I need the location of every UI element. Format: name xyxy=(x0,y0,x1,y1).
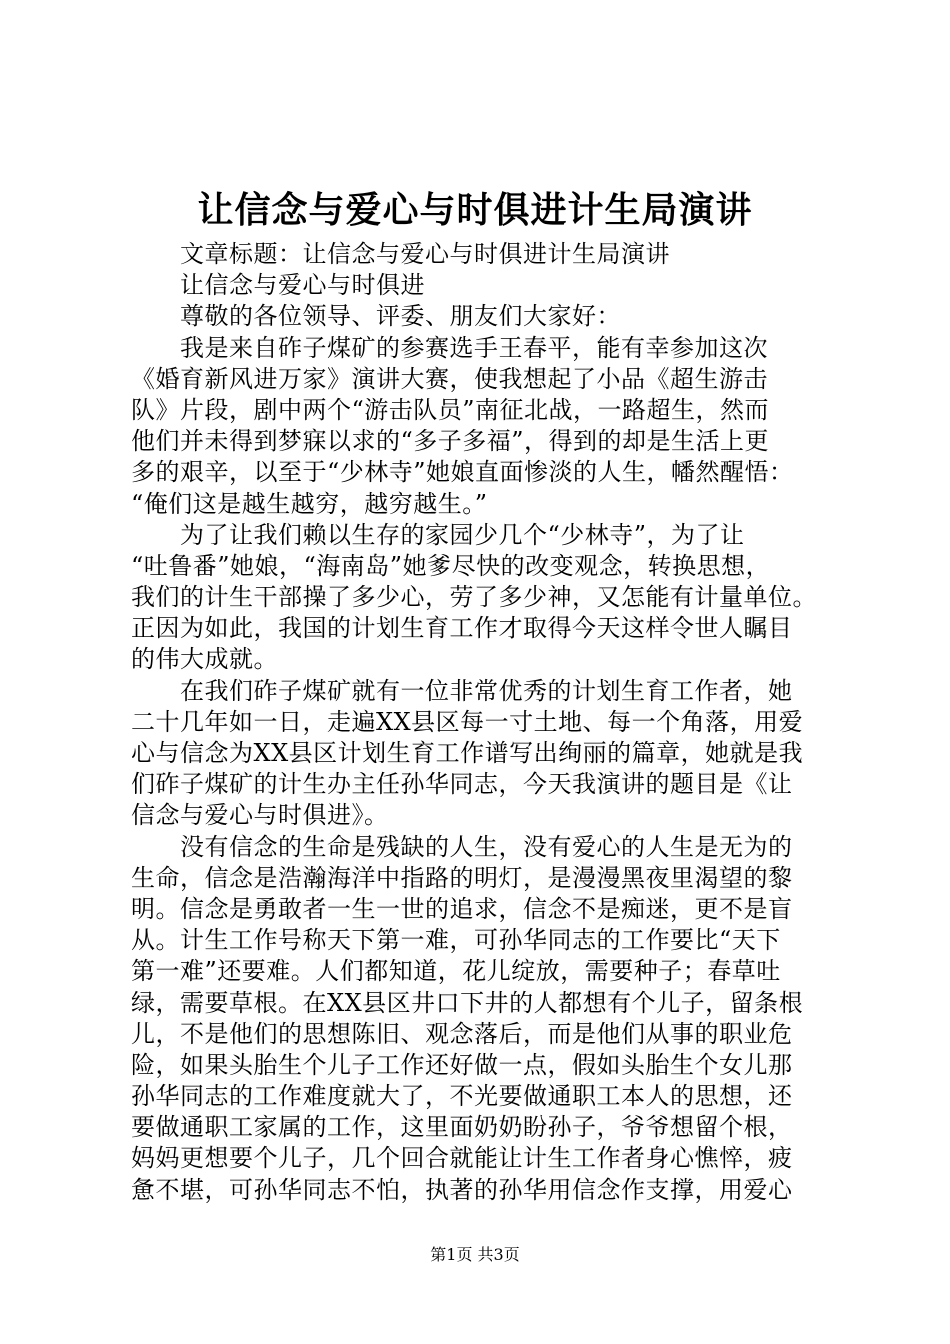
body-text-line: “吐鲁番”她娘，“海南岛”她爹尽快的改变观念，转换思想， xyxy=(131,551,771,580)
body-text-line: 惫不堪，可孙华同志不怕，执著的孙华用信念作支撑，用爱心 xyxy=(131,1175,793,1204)
body-text-line: 他们并未得到梦寐以求的“多子多福”，得到的却是生活上更 xyxy=(131,427,770,456)
body-text-line: 孙华同志的工作难度就大了，不光要做通职工本人的思想，还 xyxy=(131,1082,793,1111)
body-text-line: 正因为如此，我国的计划生育工作才取得今天这样令世人瞩目 xyxy=(131,614,793,643)
body-text-line: 没有信念的生命是残缺的人生，没有爱心的人生是无为的 xyxy=(131,832,793,861)
body-text-line: 的伟大成就。 xyxy=(131,645,278,674)
body-text-line: 险，如果头胎生个儿子工作还好做一点，假如头胎生个女儿那 xyxy=(131,1050,793,1079)
body-text-line: 明。信念是勇敢者一生一世的追求，信念不是痴迷，更不是盲 xyxy=(131,894,793,923)
body-text-line: 生命，信念是浩瀚海洋中指路的明灯，是漫漫黑夜里渴望的黎 xyxy=(131,863,793,892)
body-text-line: 队》片段，剧中两个“游击队员”南征北战，一路超生，然而 xyxy=(131,395,770,424)
body-text-line: 信念与爱心与时俱进》。 xyxy=(131,801,389,830)
body-text-line: 第一难”还要难。人们都知道，花儿绽放，需要种子；春草吐 xyxy=(131,957,781,986)
body-text-line: “俺们这是越生越穷，越穷越生。” xyxy=(131,489,488,518)
body-text-line: 二十几年如一日，走遍XX县区每一寸土地、每一个角落，用爱 xyxy=(131,707,804,736)
body-text-line: 妈妈更想要个儿子，几个回合就能让计生工作者身心憔悴，疲 xyxy=(131,1144,793,1173)
body-text-line: 我们的计生干部操了多少心，劳了多少神，又怎能有计量单位。 xyxy=(131,583,817,612)
body-text-line: 我是来自砟子煤矿的参赛选手王春平，能有幸参加这次 xyxy=(131,333,768,362)
page-footer: 第1页 共3页 xyxy=(430,1245,520,1264)
document-body xyxy=(131,239,831,1206)
body-text-line: 尊敬的各位领导、评委、朋友们大家好： xyxy=(131,302,621,331)
body-text-line: 们砟子煤矿的计生办主任孙华同志，今天我演讲的题目是《让 xyxy=(131,770,793,799)
body-text-line: 绿，需要草根。在XX县区井口下井的人都想有个儿子，留条根 xyxy=(131,988,804,1017)
body-text-line: 文章标题：让信念与爱心与时俱进计生局演讲 xyxy=(131,240,670,268)
body-text-line: 儿，不是他们的思想陈旧、观念落后，而是他们从事的职业危 xyxy=(131,1019,793,1048)
body-text-line: 让信念与爱心与时俱进 xyxy=(131,271,425,300)
body-text-line: 从。计生工作号称天下第一难，可孙华同志的工作要比“天下 xyxy=(131,926,781,955)
body-text-line: 多的艰辛，以至于“少林寺”她娘直面惨淡的人生，幡然醒悟： xyxy=(131,458,794,487)
body-text-line: 要做通职工家属的工作，这里面奶奶盼孙子，爷爷想留个根， xyxy=(131,1113,793,1142)
body-text-line: 《婚育新风进万家》演讲大赛，使我想起了小品《超生游击 xyxy=(131,364,768,393)
body-text-line: 心与信念为XX县区计划生育工作谱写出绚丽的篇章，她就是我 xyxy=(131,739,804,767)
document-title: 让信念与爱心与时俱进计生局演讲 xyxy=(197,189,753,231)
body-text-line: 在我们砟子煤矿就有一位非常优秀的计划生育工作者，她 xyxy=(131,676,793,705)
body-text-line: 为了让我们赖以生存的家园少几个“少林寺”，为了让 xyxy=(131,520,745,549)
